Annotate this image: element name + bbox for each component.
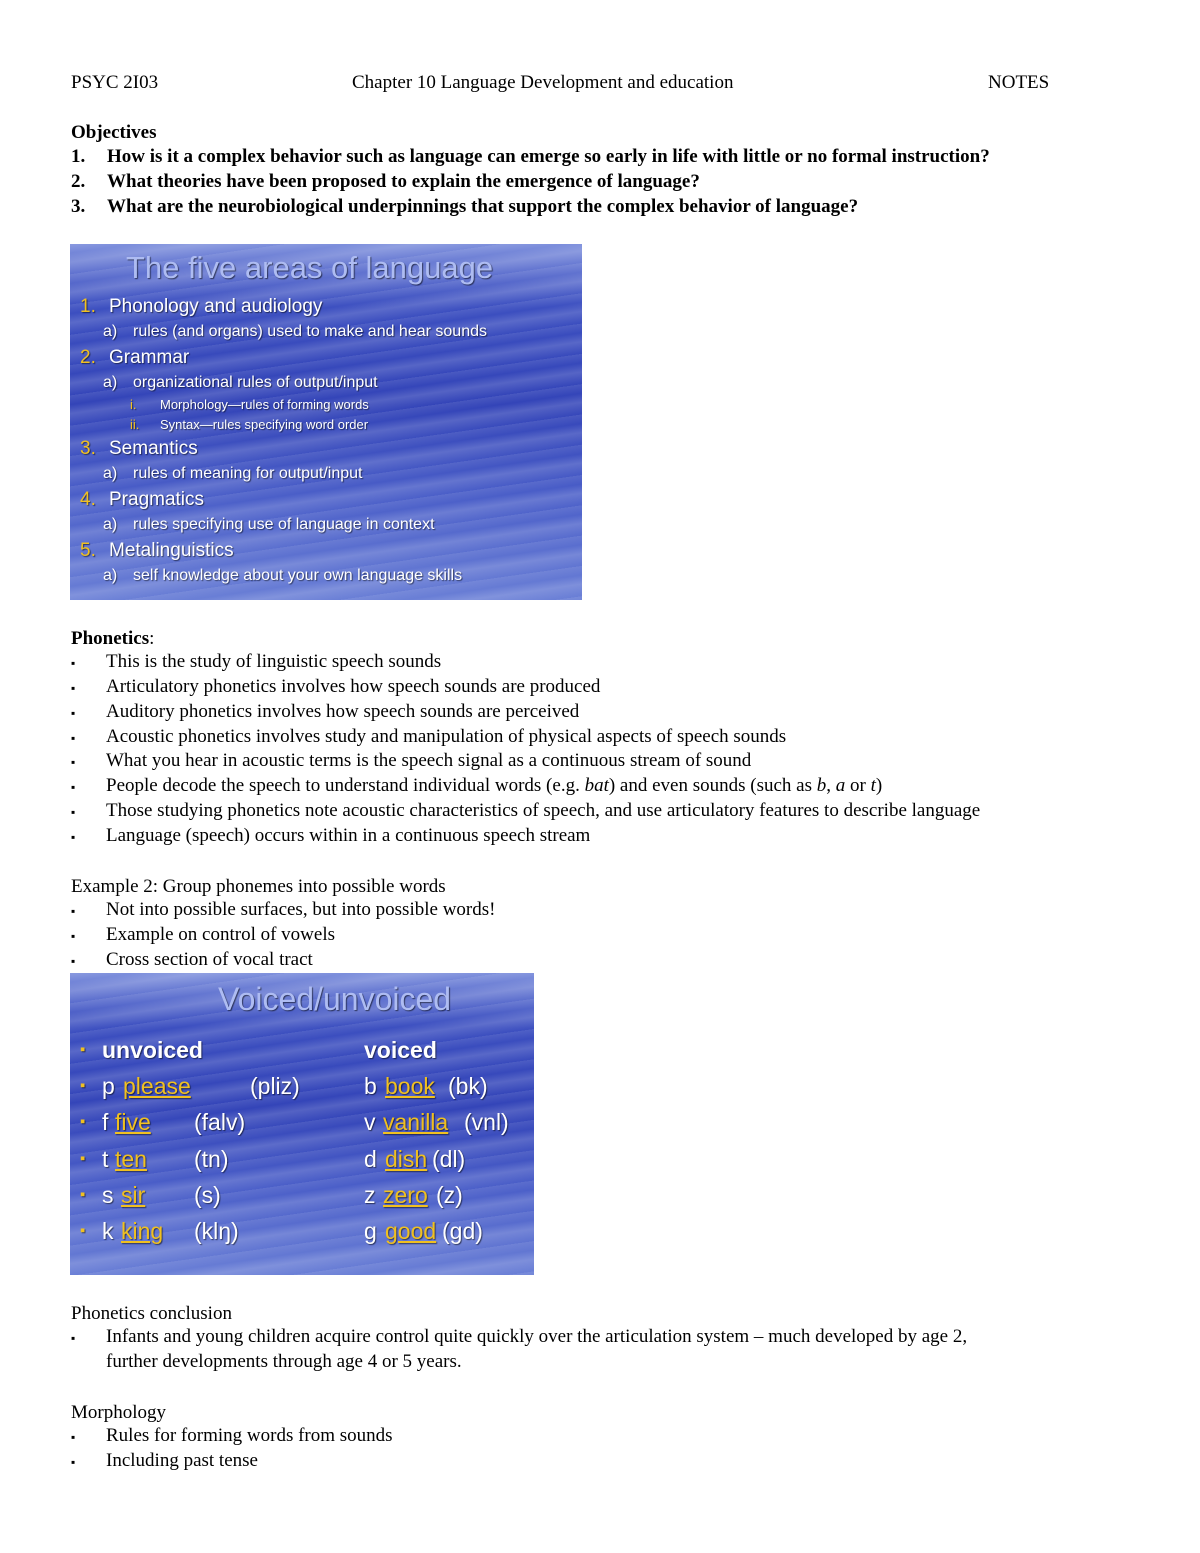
slide-letter: a) [103,567,118,584]
slide-subsubitem: Morphology—rules of forming words [160,397,369,412]
slide-number: 1. [80,296,96,317]
bullet-icon: ▪ [71,755,76,769]
objective-number: 2. [71,171,86,192]
bullet-icon: ▪ [80,1077,86,1094]
voiced-unvoiced-slide [70,973,534,1275]
voiced-word: book [385,1073,435,1099]
list-item: Rules for forming words from sounds [106,1425,393,1446]
slide-letter: a) [103,516,118,533]
objective-item: How is it a complex behavior such as language can emerge so early in life with little or no formal instruction? [107,146,990,167]
unvoiced-word: king [121,1218,164,1244]
voiced-letter: b [364,1073,377,1099]
five-areas-slide [70,244,582,600]
unvoiced-word: please [123,1073,191,1099]
slide-heading: Phonology and audiology [109,296,323,317]
slide-subitem: rules (and organs) used to make and hear sounds [133,323,487,340]
slide-letter: a) [103,465,118,482]
text-run: , [826,775,836,796]
course-code: PSYC 2I03 [71,72,159,93]
bullet-icon: ▪ [71,780,76,794]
italic-letter: t [870,775,876,796]
bullet-icon: ▪ [71,805,76,819]
bullet-icon: ▪ [71,731,76,745]
voiced-word: dish [385,1146,428,1172]
list-item: This is the study of linguistic speech sounds [106,651,442,672]
slide-title: Voiced/unvoiced [218,981,452,1017]
slide-roman: ii. [130,417,140,432]
objective-item: What theories have been proposed to explain the emergence of language? [107,171,700,192]
bullet-icon: ▪ [71,830,76,844]
text-run: People decode the speech to understand individual words (e.g. [106,775,585,796]
phonetics-colon: : [149,628,155,649]
slide-number: 3. [80,438,96,459]
list-item: Language (speech) occurs within in a continuous speech stream [106,825,591,846]
unvoiced-word: five [115,1109,151,1135]
voiced-ipa: (gd) [442,1218,483,1244]
objective-number: 3. [71,196,86,217]
text-run: ) [875,775,883,796]
slide-number: 2. [80,347,96,368]
chapter-title: Chapter 10 Language Development and education [352,72,734,93]
unvoiced-letter: s [102,1182,114,1208]
slide-number: 5. [80,540,96,561]
list-item: Including past tense [106,1450,258,1471]
slide-heading: Metalinguistics [109,540,234,561]
voiced-letter: v [364,1109,376,1135]
bullet-icon: ▪ [80,1186,86,1203]
italic-word: bat [584,775,609,796]
bullet-icon: ▪ [71,929,76,943]
list-item-line: Infants and young children acquire control quite quickly over the articulation system – much developed by age 2, [106,1326,968,1347]
list-item: Cross section of vocal tract [106,949,313,970]
objectives-heading: Objectives [71,122,157,143]
slide-heading: Pragmatics [109,489,205,510]
slide-letter: a) [103,323,118,340]
italic-letter: b [816,775,827,796]
bullet-icon: ▪ [80,1041,86,1058]
list-item: Not into possible surfaces, but into possible words! [106,899,496,920]
unvoiced-ipa: (pliz) [250,1073,300,1099]
voiced-ipa: (bk) [448,1073,488,1099]
bullet-icon: ▪ [71,904,76,918]
voiced-word: good [385,1218,437,1244]
conclusion-heading: Phonetics conclusion [71,1303,232,1324]
column-header-voiced: voiced [364,1037,437,1063]
unvoiced-ipa: (s) [194,1182,221,1208]
slide-letter: a) [103,374,118,391]
voiced-letter: d [364,1146,377,1172]
slide-subitem: rules specifying use of language in context [133,516,435,533]
unvoiced-ipa: (tn) [194,1146,229,1172]
bullet-icon: ▪ [71,1331,76,1345]
column-header-unvoiced: unvoiced [102,1037,203,1063]
slide-roman: i. [130,397,137,412]
list-item: Auditory phonetics involves how speech sounds are perceived [106,701,580,722]
unvoiced-letter: t [102,1146,109,1172]
bullet-icon: ▪ [71,1455,76,1469]
slide-subsubitem: Syntax—rules specifying word order [160,417,369,432]
unvoiced-word: sir [121,1182,146,1208]
text-run: or [845,775,871,796]
slide-heading: Grammar [109,347,190,368]
voiced-ipa: (z) [436,1182,463,1208]
bullet-icon: ▪ [80,1113,86,1130]
slide-subitem: rules of meaning for output/input [133,465,363,482]
voiced-letter: g [364,1218,377,1244]
voiced-word: zero [383,1182,428,1208]
list-item [106,775,882,797]
example2-heading: Example 2: Group phonemes into possible words [71,876,446,897]
bullet-icon: ▪ [80,1150,86,1167]
objective-number: 1. [71,146,86,167]
phonetics-title: Phonetics [71,628,150,649]
unvoiced-ipa: (falv) [194,1109,246,1135]
unvoiced-ipa: (klŋ) [194,1218,239,1244]
morphology-heading: Morphology [71,1402,166,1423]
voiced-ipa: (vnl) [464,1109,509,1135]
unvoiced-letter: p [102,1073,115,1099]
slide-heading: Semantics [109,438,198,459]
list-item: Articulatory phonetics involves how speech sounds are produced [106,676,601,697]
slide-number: 4. [80,489,96,510]
slide-subitem: organizational rules of output/input [133,374,378,391]
bullet-icon: ▪ [71,681,76,695]
bullet-icon: ▪ [80,1222,86,1239]
bullet-icon: ▪ [71,954,76,968]
bullet-icon: ▪ [71,1430,76,1444]
voiced-letter: z [364,1182,376,1208]
unvoiced-letter: f [102,1109,109,1135]
list-item: Those studying phonetics note acoustic characteristics of speech, and use articulatory features to describe language [106,800,981,821]
italic-letter: a [835,775,846,796]
objective-item: What are the neurobiological underpinnings that support the complex behavior of language? [107,196,859,217]
voiced-word: vanilla [383,1109,449,1135]
slide-title: The five areas of language [126,250,494,285]
text-run: ) and even sounds (such as [608,775,817,796]
slide-subitem: self knowledge about your own language skills [133,567,463,584]
unvoiced-word: ten [115,1146,147,1172]
list-item: Example on control of vowels [106,924,336,945]
voiced-ipa: (dl) [432,1146,466,1172]
list-item-line: further developments through age 4 or 5 years. [106,1351,462,1372]
notes-label: NOTES [988,72,1050,93]
phonetics-heading [71,627,154,651]
list-item: What you hear in acoustic terms is the speech signal as a continuous stream of sound [106,750,752,771]
unvoiced-letter: k [102,1218,114,1244]
bullet-icon: ▪ [71,656,76,670]
bullet-icon: ▪ [71,706,76,720]
list-item: Acoustic phonetics involves study and manipulation of physical aspects of speech sounds [106,726,787,747]
